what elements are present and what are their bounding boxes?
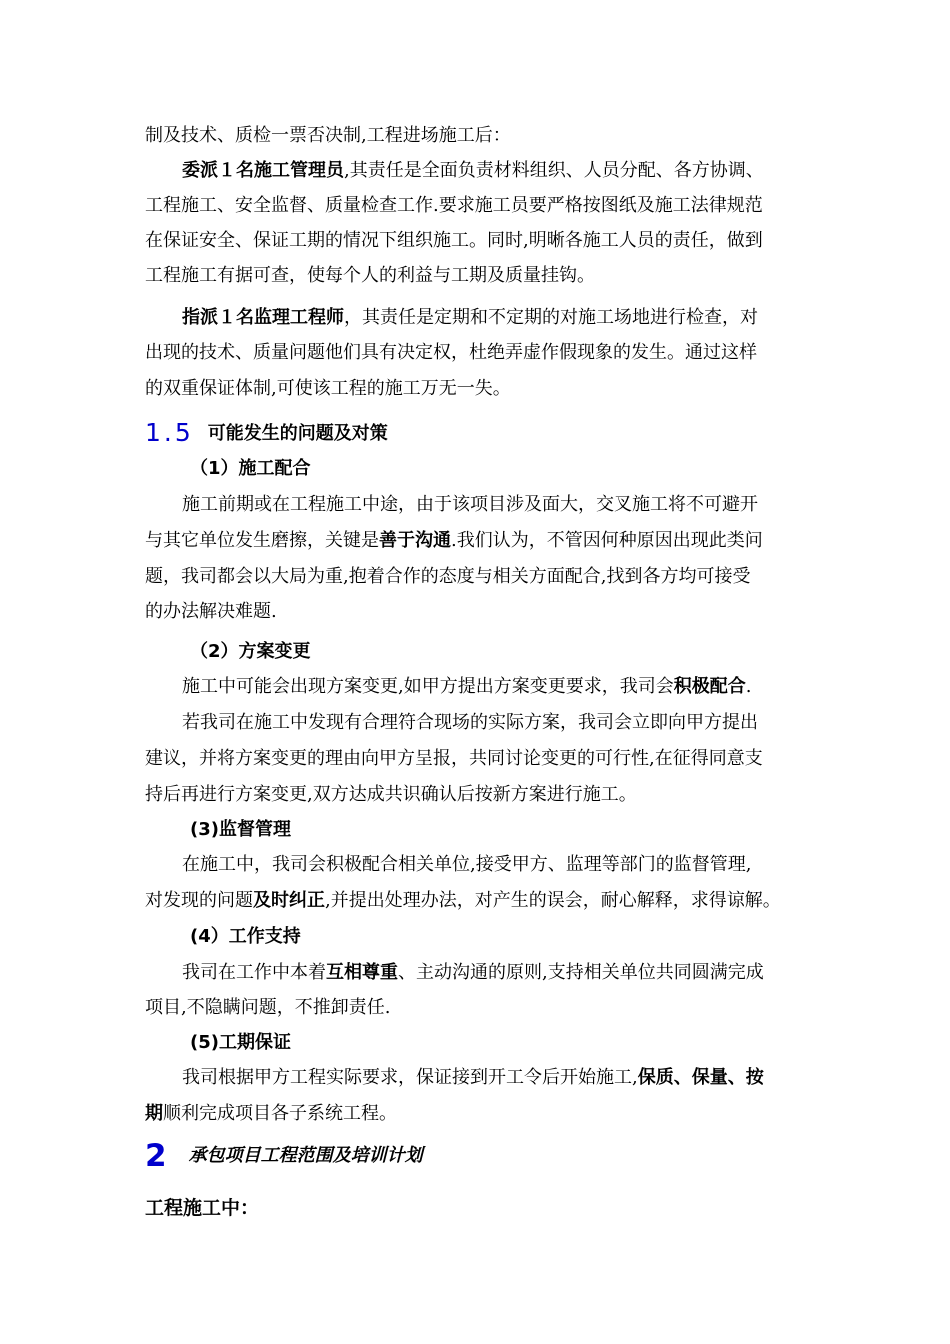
paragraph-line: 制及技术、质检一票否决制,工程进场施工后： [145, 125, 511, 146]
heading-title: 可能发生的问题及对策 [207, 423, 388, 444]
paragraph-line [182, 159, 815, 183]
paragraph-line [145, 889, 815, 913]
paragraph-line: 项目,不隐瞒问题，不推卸责任. [145, 997, 391, 1018]
heading-number: 1.5 [145, 418, 194, 447]
paragraph-line: 工程施工、安全监督、质量检查工作.要求施工员要严格按图纸及施工法律规范 [145, 195, 763, 216]
paragraph-line: 若我司在施工中发现有合理符合现场的实际方案，我司会立即向甲方提出 [182, 712, 758, 733]
bold-phrase: 积极配合 [673, 676, 746, 697]
paragraph-heading: 工程施工中： [145, 1197, 260, 1219]
paragraph-line: 的双重保证体制,可使该工程的施工万无一失。 [145, 378, 511, 399]
heading-number: 2 [145, 1138, 167, 1174]
subsection-title: （1）施工配合 [190, 458, 311, 479]
subsection-title: (3)监督管理 [190, 819, 291, 840]
bold-phrase: 及时纠正 [253, 890, 325, 911]
paragraph-line: 的办法解决难题. [145, 601, 277, 622]
text-run: ,其责任是全面负责材料组织、人员分配、各方协调、 [344, 160, 764, 181]
text-run: . [745, 676, 752, 697]
heading-title: 承包项目工程范围及培训计划 [188, 1145, 423, 1166]
paragraph-line: 持后再进行方案变更,双方达成共识确认后按新方案进行施工。 [145, 784, 637, 805]
section-heading-1-5 [145, 418, 388, 447]
bold-phrase: 互相尊重 [326, 962, 398, 983]
paragraph-line [182, 961, 815, 985]
paragraph-line [182, 306, 815, 330]
paragraph-line: 工程施工有据可查，使每个人的利益与工期及质量挂钩。 [145, 265, 595, 286]
paragraph-line [182, 1066, 815, 1090]
section-heading-2 [145, 1138, 423, 1174]
text-run: 我司在工作中本着 [182, 962, 326, 983]
bold-phrase: 保质、保量、按 [637, 1067, 764, 1088]
text-run: ,并提出处理办法，对产生的误会，耐心解释，求得谅解。 [325, 890, 781, 911]
subsection-title: (5)工期保证 [190, 1032, 291, 1053]
paragraph-line [145, 529, 815, 553]
text-run: 与其它单位发生磨擦，关键是 [145, 530, 379, 551]
paragraph-line: 题，我司都会以大局为重,抱着合作的态度与相关方面配合,找到各方均可接受 [145, 566, 751, 587]
paragraph-line: 出现的技术、质量问题他们具有决定权，杜绝弄虚作假现象的发生。通过这样 [145, 342, 757, 363]
paragraph-line [182, 675, 815, 699]
subsection-title: （2）方案变更 [190, 641, 311, 662]
text-run: .我们认为，不管因何种原因出现此类问 [451, 530, 763, 551]
text-run: ，其责任是定期和不定期的对施工场地进行检查，对 [344, 307, 758, 328]
text-run: 我司根据甲方工程实际要求，保证接到开工令后开始施工, [182, 1067, 638, 1088]
bold-phrase: 善于沟通 [379, 530, 451, 551]
paragraph-line: 施工前期或在工程施工中途，由于该项目涉及面大，交叉施工将不可避开 [182, 494, 758, 515]
paragraph-line: 建议，并将方案变更的理由向甲方呈报，共同讨论变更的可行性,在征得同意支 [145, 748, 763, 769]
paragraph-line: 在保证安全、保证工期的情况下组织施工。同时,明晰各施工人员的责任，做到 [145, 230, 763, 251]
text-run: 顺利完成项目各子系统工程。 [163, 1103, 397, 1124]
text-run: 施工中可能会出现方案变更,如甲方提出方案变更要求，我司会 [182, 676, 674, 697]
bold-phrase: 期 [145, 1103, 163, 1124]
subsection-title: (4）工作支持 [190, 926, 301, 947]
paragraph-line: 在施工中，我司会积极配合相关单位,接受甲方、监理等部门的监督管理, [182, 854, 752, 875]
text-run: 、主动沟通的原则,支持相关单位共同圆满完成 [398, 962, 764, 983]
paragraph-line [145, 1102, 815, 1126]
text-run: 对发现的问题 [145, 890, 253, 911]
bold-phrase: 委派１名施工管理员 [182, 160, 344, 181]
bold-phrase: 指派１名监理工程师 [182, 307, 344, 328]
